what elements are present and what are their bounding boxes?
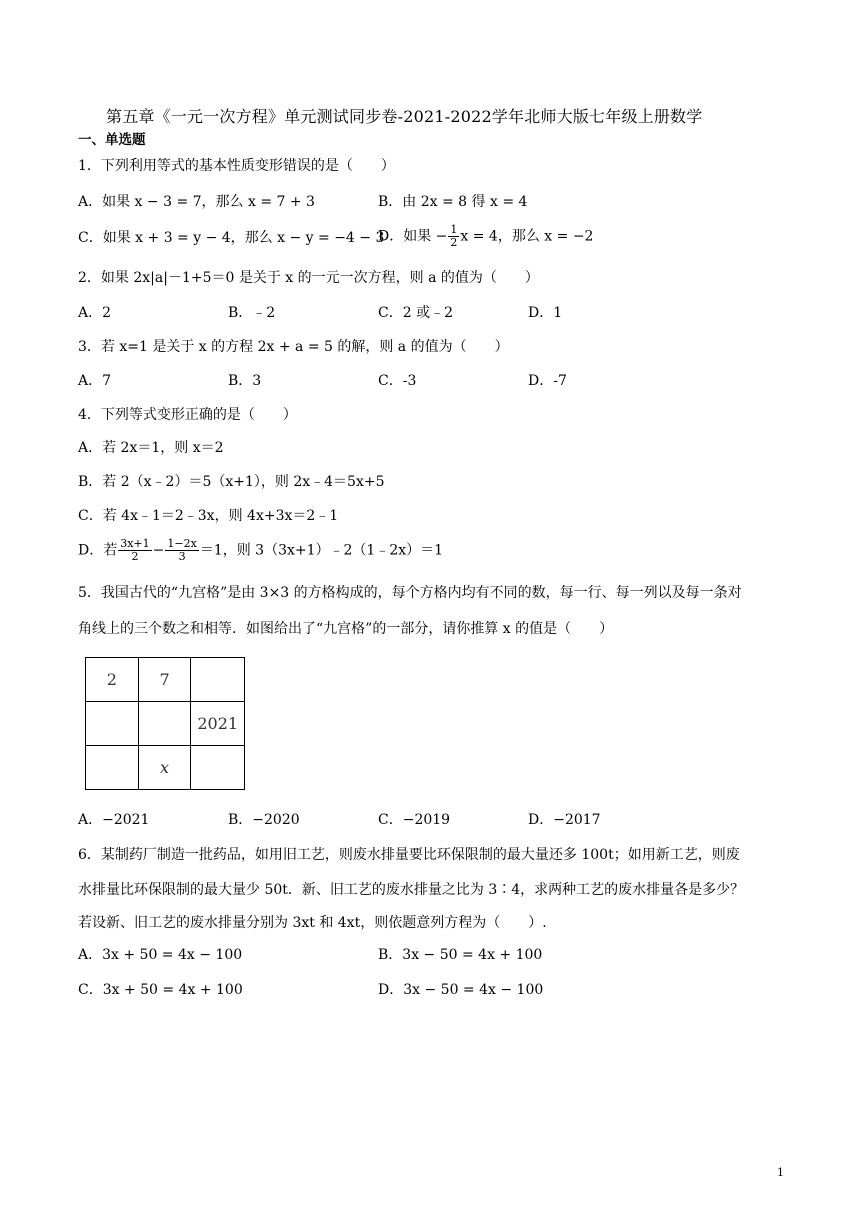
fraction-1-minus-2x-over-3 xyxy=(165,538,198,563)
question-6-option-a: A．3x + 50 = 4x − 100 xyxy=(78,947,243,963)
grid-row xyxy=(86,746,245,790)
question-4-option-a: A．若 2x＝1，则 x＝2 xyxy=(78,440,224,456)
question-6-option-c: C．3x + 50 = 4x + 100 xyxy=(78,982,243,998)
option-d-suffix: x = 4，那么 x = −2 xyxy=(460,228,594,245)
question-3-option-b: B．3 xyxy=(228,373,262,389)
grid-cell: x xyxy=(138,746,191,790)
question-2-option-b: B．﹣2 xyxy=(228,305,276,321)
question-1-option-c: C．如果 x + 3 = y − 4，那么 x − y = −4 − 3 xyxy=(78,230,385,246)
question-4-option-c: C．若 4x﹣1＝2﹣3x，则 4x+3x＝2﹣1 xyxy=(78,508,339,524)
question-4-option-d xyxy=(78,538,443,563)
grid-cell: 2 xyxy=(86,658,139,702)
question-3-option-c: C．-3 xyxy=(378,373,417,389)
question-5-line-1: 5．我国古代的“九宫格”是由 3×3 的方格构成的，每个方格内均有不同的数，每一行、每一列以及每一条对 xyxy=(78,585,742,601)
fraction-denominator: 3 xyxy=(178,550,186,563)
question-3-stem: 3．若 x=1 是关于 x 的方程 2x + a = 5 的解，则 a 的值为（ ） xyxy=(78,339,509,355)
section-heading: 一、单选题 xyxy=(78,132,146,148)
question-6-option-d: D．3x − 50 = 4x − 100 xyxy=(378,982,544,998)
grid-cell xyxy=(86,746,139,790)
grid-row xyxy=(86,702,245,746)
option-d-prefix: D．如果 − xyxy=(378,228,448,245)
question-5-line-2: 角线上的三个数之和相等．如图给出了“九宫格”的一部分，请你推算 x 的值是（ ） xyxy=(78,621,614,637)
fraction-3x-plus-1-over-2 xyxy=(118,538,151,563)
question-5-option-a: A．−2021 xyxy=(78,812,150,828)
grid-cell: 2021 xyxy=(191,702,245,746)
question-2-option-c: C．2 或﹣2 xyxy=(378,305,453,321)
grid-cell xyxy=(191,746,245,790)
question-2-stem: 2．如果 2x|a|－1+5＝0 是关于 x 的一元一次方程，则 a 的值为（ ） xyxy=(78,270,539,286)
fraction-one-half xyxy=(448,224,459,249)
question-1-option-a: A．如果 x − 3 = 7，那么 x = 7 + 3 xyxy=(78,194,315,210)
minus-sign: − xyxy=(152,542,165,559)
question-4-stem: 4．下列等式变形正确的是（ ） xyxy=(78,407,297,423)
question-6-line-1: 6．某制药厂制造一批药品，如用旧工艺，则废水排量要比环保限制的最大量还多 100t；如用新工艺，则废 xyxy=(78,847,740,863)
question-1-option-d xyxy=(378,224,593,249)
question-6-option-b: B．3x − 50 = 4x + 100 xyxy=(378,947,543,963)
question-1-stem: 1．下列利用等式的基本性质变形错误的是（ ） xyxy=(78,158,395,174)
question-6-line-3: 若设新、旧工艺的废水排量分别为 3xt 和 4xt，则依题意列方程为（ ）. xyxy=(78,915,547,931)
grid-cell xyxy=(191,658,245,702)
question-1-option-b: B．由 2x = 8 得 x = 4 xyxy=(378,194,528,210)
fraction-numerator: 3x+1 xyxy=(120,537,150,550)
option-d-prefix: D．若 xyxy=(78,542,118,559)
question-5-option-b: B．−2020 xyxy=(228,812,300,828)
document-title: 第五章《一元一次方程》单元测试同步卷-2021-2022学年北师大版七年级上册数学 xyxy=(106,107,703,126)
question-3-option-d: D．-7 xyxy=(528,373,567,389)
page-number: 1 xyxy=(777,1166,784,1179)
question-2-option-a: A．2 xyxy=(78,305,112,321)
grid-cell: 7 xyxy=(138,658,191,702)
grid-row xyxy=(86,658,245,702)
grid-cell xyxy=(86,702,139,746)
fraction-denominator: 2 xyxy=(450,236,458,249)
question-2-option-d: D．1 xyxy=(528,305,563,321)
option-d-suffix: ＝1，则 3（3x+1）﹣2（1﹣2x）＝1 xyxy=(199,542,444,559)
question-6-line-2: 水排量比环保限制的最大量少 50t．新、旧工艺的废水排量之比为 3∶4，求两种工艺的废水排量各是多少？ xyxy=(78,882,745,898)
fraction-denominator: 2 xyxy=(131,550,139,563)
question-4-option-b: B．若 2（x﹣2）＝5（x+1），则 2x﹣4＝5x+5 xyxy=(78,474,385,490)
nine-square-grid xyxy=(85,657,245,790)
question-3-option-a: A．7 xyxy=(78,373,112,389)
fraction-numerator: 1−2x xyxy=(167,537,197,550)
question-5-option-d: D．−2017 xyxy=(528,812,601,828)
fraction-numerator: 1 xyxy=(450,223,458,236)
question-5-option-c: C．−2019 xyxy=(378,812,451,828)
grid-cell xyxy=(138,702,191,746)
